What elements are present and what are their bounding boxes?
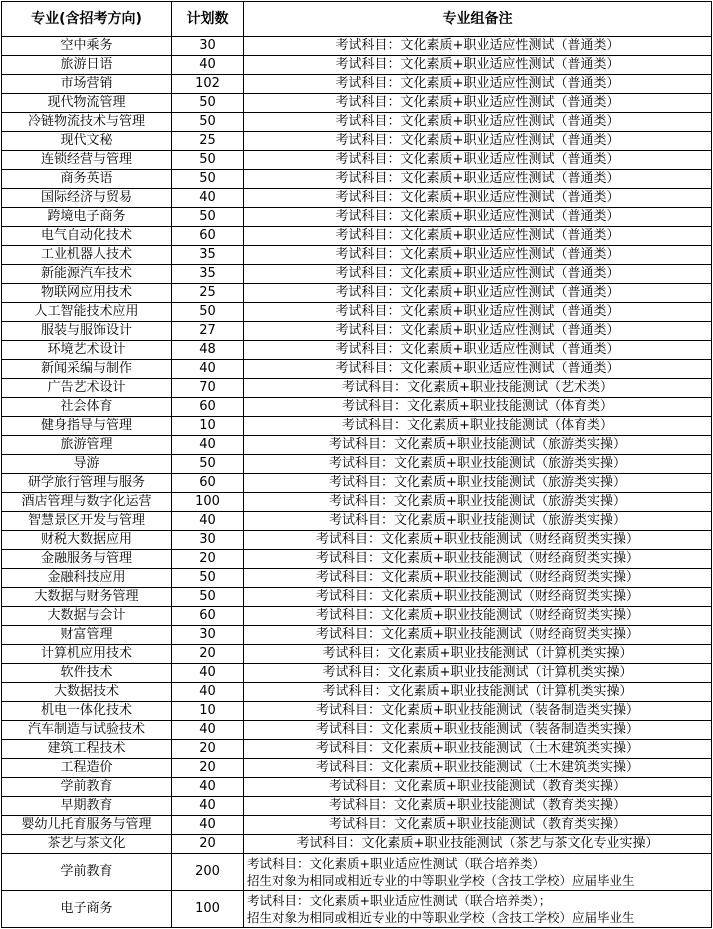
- table-row: [2, 550, 712, 569]
- table-row: [2, 436, 712, 455]
- table-row: [2, 75, 712, 94]
- major-cell: 商务英语: [2, 170, 172, 189]
- remarks-cell: 考试科目：文化素质+职业技能测试（财经商贸类实操）: [244, 607, 712, 626]
- major-cell: 金融科技应用: [2, 569, 172, 588]
- major-cell: 研学旅行管理与服务: [2, 474, 172, 493]
- plan-count-cell: 40: [172, 189, 244, 208]
- remarks-cell: 考试科目：文化素质+职业适应性测试（普通类）: [244, 208, 712, 227]
- table-row: [2, 303, 712, 322]
- plan-count-cell: 50: [172, 303, 244, 322]
- major-cell: 健身指导与管理: [2, 417, 172, 436]
- table-row: [2, 740, 712, 759]
- plan-count-cell: 50: [172, 151, 244, 170]
- major-cell: 酒店管理与数字化运营: [2, 493, 172, 512]
- plan-count-cell: 20: [172, 759, 244, 778]
- table-row-joint: [2, 854, 712, 891]
- remarks-cell: 考试科目：文化素质+职业适应性测试（普通类）: [244, 94, 712, 113]
- major-cell: 冷链物流技术与管理: [2, 113, 172, 132]
- major-cell: 机电一体化技术: [2, 702, 172, 721]
- major-cell: 环境艺术设计: [2, 341, 172, 360]
- table-row: [2, 531, 712, 550]
- remarks-cell: 考试科目：文化素质+职业技能测试（计算机类实操）: [244, 664, 712, 683]
- plan-count-cell: 60: [172, 227, 244, 246]
- major-cell: 建筑工程技术: [2, 740, 172, 759]
- plan-count-cell: 40: [172, 56, 244, 75]
- major-cell: 电子商务: [2, 891, 172, 928]
- major-cell: 市场营销: [2, 75, 172, 94]
- plan-count-cell: 25: [172, 284, 244, 303]
- remarks-cell: 考试科目：文化素质+职业技能测试（计算机类实操）: [244, 683, 712, 702]
- remarks-cell: 考试科目：文化素质+职业技能测试（教育类实操）: [244, 816, 712, 835]
- header-major: 专业(含招考方向): [2, 2, 172, 37]
- major-cell: 学前教育: [2, 778, 172, 797]
- remarks-cell: 考试科目：文化素质+职业适应性测试（普通类）: [244, 265, 712, 284]
- major-cell: 大数据技术: [2, 683, 172, 702]
- table-row: [2, 645, 712, 664]
- remarks-cell: 考试科目：文化素质+职业适应性测试（普通类）: [244, 151, 712, 170]
- plan-count-cell: 50: [172, 569, 244, 588]
- plan-count-cell: 35: [172, 265, 244, 284]
- plan-count-cell: 40: [172, 512, 244, 531]
- remarks-line: 考试科目：文化素质+职业适应性测试（联合培养类）；: [247, 893, 552, 908]
- major-cell: 电气自动化技术: [2, 227, 172, 246]
- remarks-line: 考试科目：文化素质+职业适应性测试（联合培养类）: [247, 856, 545, 871]
- table-row: [2, 417, 712, 436]
- major-cell: 物联网应用技术: [2, 284, 172, 303]
- remarks-line: 招生对象为相同或相近专业的中等职业学校（含技工学校）应届毕业生: [247, 910, 635, 925]
- plan-count-cell: 200: [172, 854, 244, 891]
- remarks-cell: 考试科目：文化素质+职业适应性测试（普通类）: [244, 246, 712, 265]
- plan-count-cell: 35: [172, 246, 244, 265]
- header-row: [2, 2, 712, 37]
- major-cell: 现代物流管理: [2, 94, 172, 113]
- major-cell: 大数据与会计: [2, 607, 172, 626]
- plan-count-cell: 100: [172, 493, 244, 512]
- table-row: [2, 113, 712, 132]
- table-row: [2, 778, 712, 797]
- remarks-cell: 考试科目：文化素质+职业适应性测试（普通类）: [244, 360, 712, 379]
- plan-count-cell: 27: [172, 322, 244, 341]
- table-row: [2, 626, 712, 645]
- plan-count-cell: 20: [172, 550, 244, 569]
- plan-count-cell: 60: [172, 474, 244, 493]
- table-row: [2, 683, 712, 702]
- remarks-cell: 考试科目：文化素质+职业适应性测试（普通类）: [244, 56, 712, 75]
- major-cell: 新闻采编与制作: [2, 360, 172, 379]
- plan-count-cell: 60: [172, 398, 244, 417]
- major-cell: 国际经济与贸易: [2, 189, 172, 208]
- remarks-cell: 考试科目：文化素质+职业技能测试（旅游类实操）: [244, 474, 712, 493]
- table-row: [2, 151, 712, 170]
- plan-count-cell: 50: [172, 94, 244, 113]
- plan-count-cell: 20: [172, 645, 244, 664]
- table-row: [2, 569, 712, 588]
- table-row: [2, 702, 712, 721]
- major-cell: 财税大数据应用: [2, 531, 172, 550]
- major-cell: 广告艺术设计: [2, 379, 172, 398]
- major-cell: 社会体育: [2, 398, 172, 417]
- table-row: [2, 797, 712, 816]
- plan-count-cell: 30: [172, 37, 244, 56]
- remarks-cell: 考试科目：文化素质+职业技能测试（财经商贸类实操）: [244, 550, 712, 569]
- remarks-cell: 考试科目：文化素质+职业技能测试（财经商贸类实操）: [244, 569, 712, 588]
- major-cell: 智慧景区开发与管理: [2, 512, 172, 531]
- table-row-joint: [2, 891, 712, 928]
- major-cell: 工业机器人技术: [2, 246, 172, 265]
- table-row: [2, 588, 712, 607]
- table-row: [2, 512, 712, 531]
- table-row: [2, 322, 712, 341]
- table-row: [2, 284, 712, 303]
- table-row: [2, 398, 712, 417]
- major-cell: 学前教育: [2, 854, 172, 891]
- plan-count-cell: 48: [172, 341, 244, 360]
- remarks-cell: 考试科目：文化素质+职业技能测试（装备制造类实操）: [244, 702, 712, 721]
- remarks-cell: 考试科目：文化素质+职业技能测试（土木建筑类实操）: [244, 740, 712, 759]
- major-cell: 财富管理: [2, 626, 172, 645]
- plan-count-cell: 60: [172, 607, 244, 626]
- remarks-cell: 考试科目：文化素质+职业技能测试（体育类）: [244, 417, 712, 436]
- table-row: [2, 341, 712, 360]
- plan-count-cell: 40: [172, 721, 244, 740]
- table-row: [2, 132, 712, 151]
- table-row: [2, 208, 712, 227]
- major-cell: 现代文秘: [2, 132, 172, 151]
- major-cell: 跨境电子商务: [2, 208, 172, 227]
- remarks-cell: 考试科目：文化素质+职业技能测试（旅游类实操）: [244, 436, 712, 455]
- major-cell: 汽车制造与试验技术: [2, 721, 172, 740]
- remarks-cell: 考试科目：文化素质+职业技能测试（财经商贸类实操）: [244, 531, 712, 550]
- plan-count-cell: 10: [172, 702, 244, 721]
- plan-count-cell: 25: [172, 132, 244, 151]
- plan-count-cell: 40: [172, 360, 244, 379]
- table-row: [2, 816, 712, 835]
- remarks-cell: 考试科目：文化素质+职业适应性测试（普通类）: [244, 322, 712, 341]
- major-cell: 早期教育: [2, 797, 172, 816]
- plan-count-cell: 20: [172, 740, 244, 759]
- plan-count-cell: 50: [172, 113, 244, 132]
- remarks-cell: 考试科目：文化素质+职业技能测试（旅游类实操）: [244, 512, 712, 531]
- remarks-cell: 考试科目：文化素质+职业技能测试（计算机类实操）: [244, 645, 712, 664]
- table-row: [2, 170, 712, 189]
- table-row: [2, 493, 712, 512]
- header-remarks: 专业组备注: [244, 2, 712, 37]
- table-row: [2, 379, 712, 398]
- remarks-line: 招生对象为相同或相近专业的中等职业学校（含技工学校）应届毕业生: [247, 873, 635, 888]
- plan-count-cell: 50: [172, 208, 244, 227]
- plan-count-cell: 40: [172, 436, 244, 455]
- remarks-cell: 考试科目：文化素质+职业技能测试（财经商贸类实操）: [244, 626, 712, 645]
- major-cell: 连锁经营与管理: [2, 151, 172, 170]
- major-cell: 旅游日语: [2, 56, 172, 75]
- remarks-cell: 考试科目：文化素质+职业技能测试（财经商贸类实操）: [244, 588, 712, 607]
- table-row: [2, 37, 712, 56]
- remarks-cell: [244, 854, 712, 891]
- table-row: [2, 721, 712, 740]
- plan-count-cell: 10: [172, 417, 244, 436]
- remarks-cell: 考试科目：文化素质+职业技能测试（土木建筑类实操）: [244, 759, 712, 778]
- remarks-cell: [244, 891, 712, 928]
- remarks-cell: 考试科目：文化素质+职业适应性测试（普通类）: [244, 303, 712, 322]
- plan-count-cell: 20: [172, 835, 244, 854]
- table-body: [2, 37, 712, 928]
- remarks-cell: 考试科目：文化素质+职业适应性测试（普通类）: [244, 341, 712, 360]
- table-row: [2, 246, 712, 265]
- major-cell: 人工智能技术应用: [2, 303, 172, 322]
- table-row: [2, 94, 712, 113]
- remarks-cell: 考试科目：文化素质+职业适应性测试（普通类）: [244, 189, 712, 208]
- remarks-cell: 考试科目：文化素质+职业技能测试（装备制造类实操）: [244, 721, 712, 740]
- plan-count-cell: 40: [172, 664, 244, 683]
- major-cell: 导游: [2, 455, 172, 474]
- remarks-cell: 考试科目：文化素质+职业技能测试（教育类实操）: [244, 778, 712, 797]
- major-cell: 计算机应用技术: [2, 645, 172, 664]
- plan-count-cell: 102: [172, 75, 244, 94]
- remarks-cell: 考试科目：文化素质+职业技能测试（体育类）: [244, 398, 712, 417]
- major-cell: 金融服务与管理: [2, 550, 172, 569]
- plan-count-cell: 30: [172, 531, 244, 550]
- table-row: [2, 265, 712, 284]
- remarks-cell: 考试科目：文化素质+职业适应性测试（普通类）: [244, 75, 712, 94]
- table-row: [2, 227, 712, 246]
- remarks-cell: 考试科目：文化素质+职业技能测试（艺术类）: [244, 379, 712, 398]
- major-cell: 茶艺与茶文化: [2, 835, 172, 854]
- remarks-cell: 考试科目：文化素质+职业技能测试（茶艺与茶文化专业实操）: [244, 835, 712, 854]
- plan-count-cell: 40: [172, 816, 244, 835]
- table-row: [2, 664, 712, 683]
- plan-count-cell: 40: [172, 797, 244, 816]
- plan-count-cell: 100: [172, 891, 244, 928]
- plan-count-cell: 30: [172, 626, 244, 645]
- remarks-cell: 考试科目：文化素质+职业技能测试（旅游类实操）: [244, 455, 712, 474]
- major-cell: 服装与服饰设计: [2, 322, 172, 341]
- table-row: [2, 360, 712, 379]
- header-plan-count: 计划数: [172, 2, 244, 37]
- plan-count-cell: 50: [172, 170, 244, 189]
- plan-count-cell: 70: [172, 379, 244, 398]
- table-row: [2, 189, 712, 208]
- table-row: [2, 455, 712, 474]
- table-row: [2, 835, 712, 854]
- plan-count-cell: 50: [172, 455, 244, 474]
- table-row: [2, 607, 712, 626]
- table-row: [2, 474, 712, 493]
- major-cell: 大数据与财务管理: [2, 588, 172, 607]
- major-cell: 空中乘务: [2, 37, 172, 56]
- remarks-cell: 考试科目：文化素质+职业适应性测试（普通类）: [244, 284, 712, 303]
- remarks-cell: 考试科目：文化素质+职业技能测试（旅游类实操）: [244, 493, 712, 512]
- remarks-cell: 考试科目：文化素质+职业适应性测试（普通类）: [244, 37, 712, 56]
- major-cell: 软件技术: [2, 664, 172, 683]
- remarks-cell: 考试科目：文化素质+职业适应性测试（普通类）: [244, 227, 712, 246]
- table-row: [2, 56, 712, 75]
- major-cell: 工程造价: [2, 759, 172, 778]
- plan-count-cell: 40: [172, 778, 244, 797]
- plan-count-cell: 40: [172, 683, 244, 702]
- table-row: [2, 759, 712, 778]
- major-cell: 婴幼儿托育服务与管理: [2, 816, 172, 835]
- remarks-cell: 考试科目：文化素质+职业适应性测试（普通类）: [244, 132, 712, 151]
- remarks-cell: 考试科目：文化素质+职业技能测试（教育类实操）: [244, 797, 712, 816]
- remarks-cell: 考试科目：文化素质+职业适应性测试（普通类）: [244, 113, 712, 132]
- major-cell: 新能源汽车技术: [2, 265, 172, 284]
- plan-count-cell: 50: [172, 588, 244, 607]
- remarks-cell: 考试科目：文化素质+职业适应性测试（普通类）: [244, 170, 712, 189]
- enrollment-plan-table: [1, 1, 712, 928]
- major-cell: 旅游管理: [2, 436, 172, 455]
